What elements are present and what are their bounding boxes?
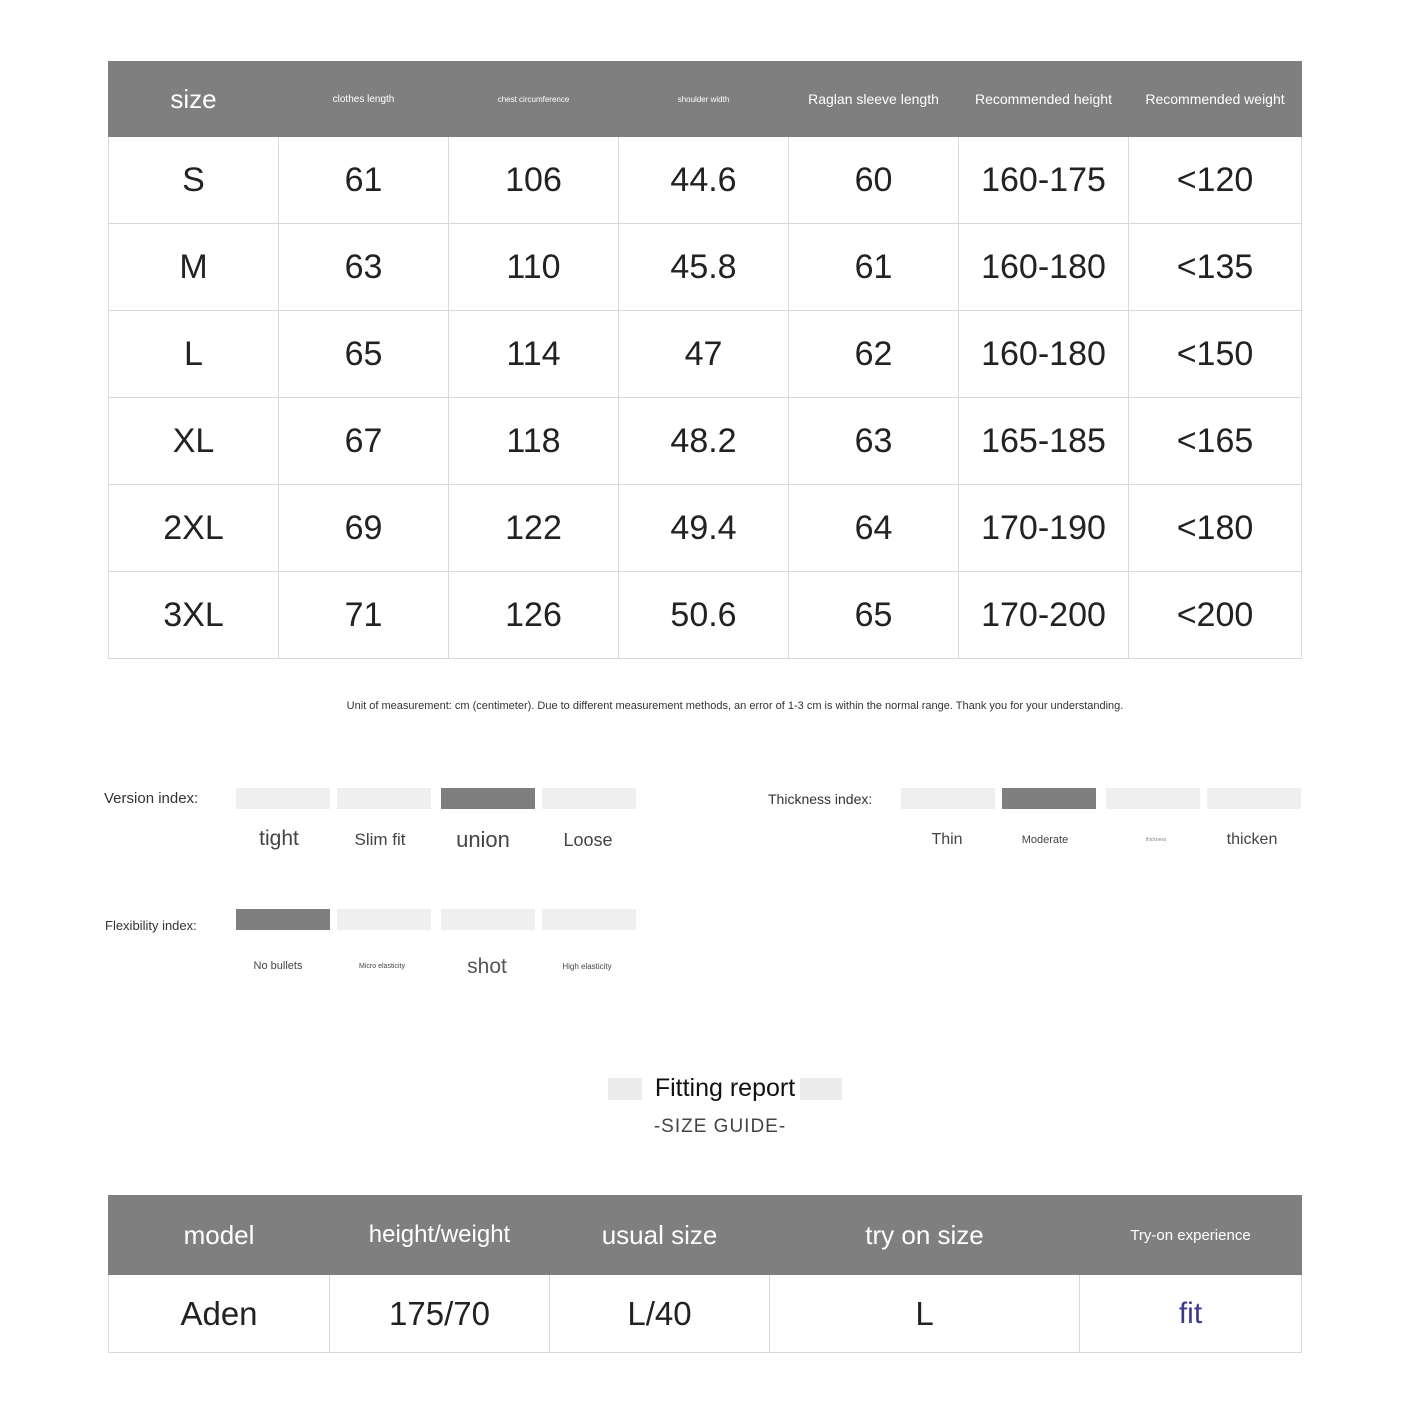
flexibility-index-label: Flexibility index: [105, 918, 197, 933]
version-option-union: union [456, 827, 510, 852]
cell-size: M [109, 224, 279, 311]
table-row [109, 224, 1302, 311]
table-row [109, 311, 1302, 398]
cell-sleeve: 60 [789, 137, 959, 224]
cell-weight: <135 [1129, 224, 1302, 311]
header-shoulder-width: shoulder width [619, 62, 789, 137]
table-row [109, 137, 1302, 224]
flexibility-option-no-bullets: No bullets [253, 960, 303, 972]
header-size: size [109, 62, 279, 137]
header-raglan-sleeve-length: Raglan sleeve length [789, 62, 959, 137]
cell-sleeve: 65 [789, 572, 959, 659]
cell-weight: <180 [1129, 485, 1302, 572]
cell-clothes-length: 63 [279, 224, 449, 311]
cell-height: 160-175 [959, 137, 1129, 224]
fitting-report-title [608, 1074, 842, 1102]
version-bar-union-selected [441, 788, 535, 809]
flexibility-option-shot: shot [467, 955, 507, 978]
flexibility-option-micro-elasticity: Micro elasticity [359, 963, 405, 970]
cell-height: 160-180 [959, 224, 1129, 311]
cell-clothes-length: 69 [279, 485, 449, 572]
flexibility-option-high-elasticity: High elasticity [562, 962, 612, 971]
version-bar-loose [542, 788, 636, 809]
title-highlight-right [800, 1078, 842, 1100]
cell-shoulder: 49.4 [619, 485, 789, 572]
cell-weight: <120 [1129, 137, 1302, 224]
version-bar-tight [236, 788, 330, 809]
cell-chest: 122 [449, 485, 619, 572]
table-row [109, 398, 1302, 485]
fitting-report-title-text: Fitting report [654, 1074, 796, 1102]
cell-size: S [109, 137, 279, 224]
cell-size: 3XL [109, 572, 279, 659]
thickness-bar-moderate-selected [1002, 788, 1096, 809]
version-option-loose: Loose [563, 830, 613, 850]
flexibility-bar-micro-elasticity [337, 909, 431, 930]
header-height-weight: height/weight [330, 1196, 550, 1275]
size-table-header [109, 62, 1302, 137]
cell-size: XL [109, 398, 279, 485]
cell-height: 170-190 [959, 485, 1129, 572]
cell-height: 170-200 [959, 572, 1129, 659]
version-option-tight: tight [259, 827, 299, 850]
thickness-option-thicken: thicken [1226, 831, 1278, 848]
cell-sleeve: 62 [789, 311, 959, 398]
cell-sleeve: 63 [789, 398, 959, 485]
cell-clothes-length: 61 [279, 137, 449, 224]
flexibility-bar-shot [441, 909, 535, 930]
cell-clothes-length: 71 [279, 572, 449, 659]
cell-height: 160-180 [959, 311, 1129, 398]
size-table [108, 61, 1302, 659]
cell-try-on-size: L [770, 1275, 1080, 1353]
flexibility-bar-high-elasticity [542, 909, 636, 930]
cell-shoulder: 45.8 [619, 224, 789, 311]
thickness-option-moderate: Moderate [1021, 834, 1069, 846]
cell-model: Aden [109, 1275, 330, 1353]
cell-height: 165-185 [959, 398, 1129, 485]
flexibility-bar-no-bullets-selected [236, 909, 330, 930]
measurement-note: Unit of measurement: cm (centimeter). Due to different measurement methods, an error of 1-3 cm is within the normal range. Thank you for your understanding. [346, 700, 1124, 712]
title-highlight-left [608, 1078, 642, 1100]
cell-shoulder: 48.2 [619, 398, 789, 485]
cell-weight: <165 [1129, 398, 1302, 485]
cell-shoulder: 47 [619, 311, 789, 398]
header-model: model [109, 1196, 330, 1275]
cell-size: L [109, 311, 279, 398]
size-guide-subtitle: -SIZE GUIDE- [653, 1116, 787, 1137]
thickness-bar-thickness [1106, 788, 1200, 809]
table-row [109, 572, 1302, 659]
version-bar-slim-fit [337, 788, 431, 809]
cell-chest: 114 [449, 311, 619, 398]
thickness-option-thin: Thin [931, 831, 963, 848]
header-recommended-weight: Recommended weight [1129, 62, 1302, 137]
header-usual-size: usual size [550, 1196, 770, 1275]
table-row [109, 1275, 1302, 1353]
cell-clothes-length: 67 [279, 398, 449, 485]
cell-weight: <150 [1129, 311, 1302, 398]
cell-clothes-length: 65 [279, 311, 449, 398]
cell-chest: 110 [449, 224, 619, 311]
cell-chest: 126 [449, 572, 619, 659]
thickness-bar-thicken [1207, 788, 1301, 809]
cell-try-on-experience: fit [1080, 1275, 1302, 1353]
cell-shoulder: 50.6 [619, 572, 789, 659]
header-recommended-height: Recommended height [959, 62, 1129, 137]
thickness-index-label: Thickness index: [768, 791, 873, 807]
cell-chest: 106 [449, 137, 619, 224]
cell-shoulder: 44.6 [619, 137, 789, 224]
cell-sleeve: 64 [789, 485, 959, 572]
cell-weight: <200 [1129, 572, 1302, 659]
header-try-on-experience: Try-on experience [1080, 1196, 1302, 1275]
cell-usual-size: L/40 [550, 1275, 770, 1353]
cell-size: 2XL [109, 485, 279, 572]
thickness-option-thickness: thickness [1145, 837, 1167, 843]
version-index-label: Version index: [104, 790, 199, 807]
fitting-table-header [109, 1196, 1302, 1275]
cell-sleeve: 61 [789, 224, 959, 311]
cell-chest: 118 [449, 398, 619, 485]
thickness-bar-thin [901, 788, 995, 809]
header-clothes-length: clothes length [279, 62, 449, 137]
cell-height-weight: 175/70 [330, 1275, 550, 1353]
version-option-slim-fit: Slim fit [354, 830, 406, 849]
fitting-table [108, 1195, 1302, 1353]
header-chest-circumference: chest circumference [449, 62, 619, 137]
table-row [109, 485, 1302, 572]
header-try-on-size: try on size [770, 1196, 1080, 1275]
